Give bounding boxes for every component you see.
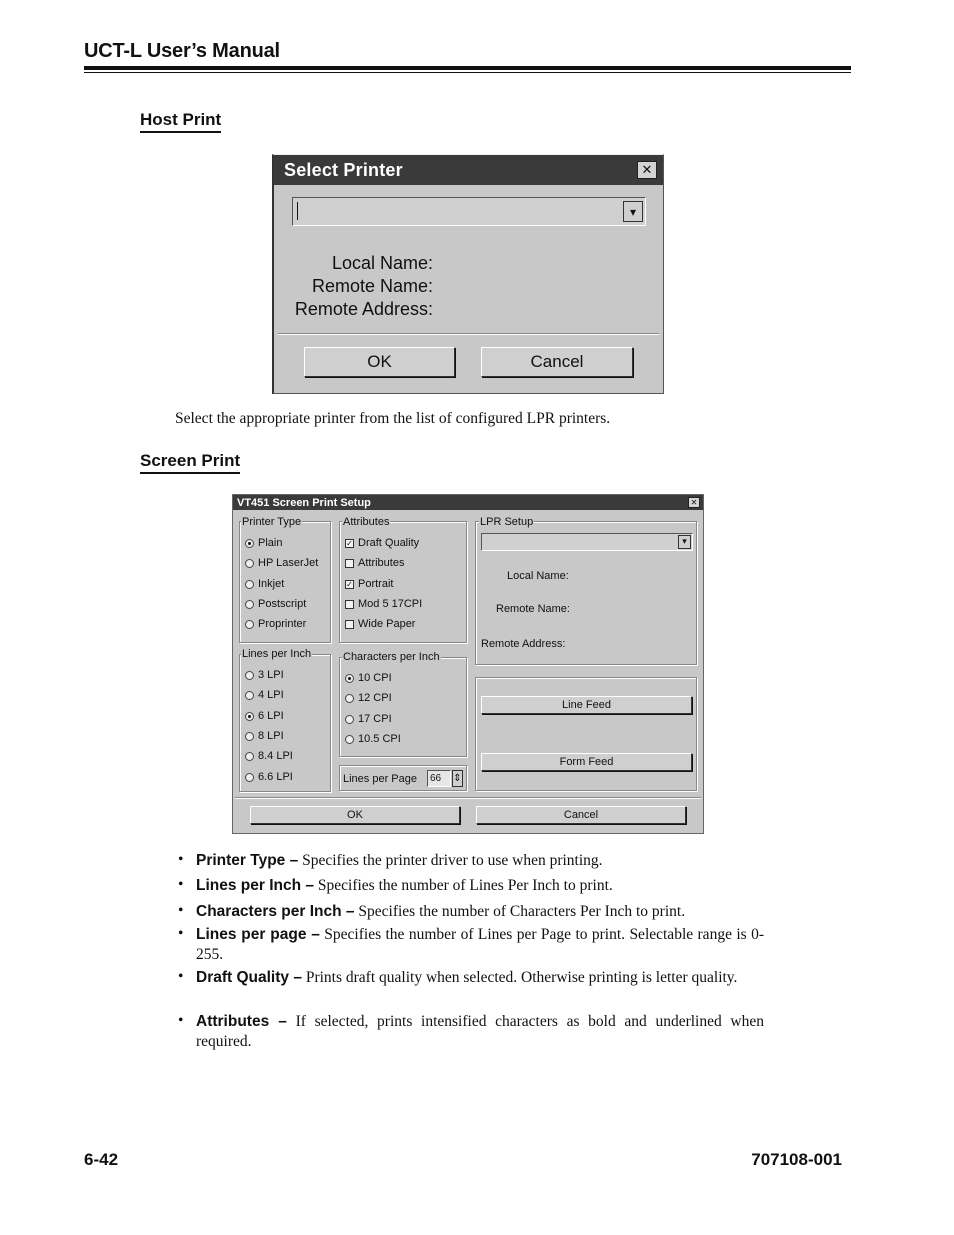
- list-item: Characters per Inch – Specifies the number of Characters Per Inch to print.: [196, 903, 686, 920]
- host-print-description: Select the appropriate printer from the list of configured LPR printers.: [175, 410, 611, 427]
- screen-print-title: VT451 Screen Print Setup: [237, 496, 371, 509]
- screen-print-heading: Screen Print: [140, 451, 240, 474]
- radio-8-4-lpi[interactable]: 8.4 LPI: [245, 750, 293, 762]
- checkbox-icon: [345, 559, 354, 568]
- bullet-icon: •: [178, 851, 184, 868]
- radio-icon: [245, 559, 254, 568]
- lines-per-inch-label: Lines per Inch: [242, 648, 312, 660]
- radio-icon: [245, 752, 254, 761]
- radio-10-5-cpi[interactable]: 10.5 CPI: [345, 733, 401, 745]
- radio-icon: [245, 580, 254, 589]
- lpr-setup-label: LPR Setup: [480, 516, 534, 528]
- ok-button[interactable]: OK: [304, 347, 455, 377]
- lines-per-page-input[interactable]: 66: [427, 770, 451, 787]
- bullet-icon: •: [178, 925, 184, 942]
- checkbox-portrait[interactable]: ✓ Portrait: [346, 578, 394, 590]
- close-icon[interactable]: ✕: [688, 497, 700, 508]
- checkbox-draft-quality[interactable]: ✓ Draft Quality: [346, 537, 420, 549]
- text-cursor: [297, 202, 298, 220]
- list-item: Lines per Inch – Specifies the number of Lines Per Inch to print.: [196, 877, 613, 894]
- local-name-label: Local Name:: [331, 253, 433, 273]
- radio-icon: [245, 773, 254, 782]
- lines-per-page-label: Lines per Page: [343, 773, 417, 785]
- dialog-divider: [278, 333, 659, 335]
- radio-icon: [245, 600, 254, 609]
- radio-icon: [345, 694, 354, 703]
- checkbox-attributes[interactable]: Attributes: [345, 557, 404, 569]
- select-printer-titlebar: [274, 155, 663, 185]
- radio-plain[interactable]: Plain: [245, 537, 282, 549]
- radio-17-cpi[interactable]: 17 CPI: [345, 713, 392, 725]
- radio-icon: [245, 620, 254, 629]
- radio-icon: [345, 715, 354, 724]
- host-print-heading: Host Print: [140, 110, 221, 133]
- checkbox-wide-paper[interactable]: Wide Paper: [345, 618, 415, 630]
- select-printer-dialog: [272, 154, 664, 394]
- bullet-icon: •: [178, 968, 184, 985]
- header-rule-thin: [84, 72, 851, 73]
- header-rule: [84, 66, 851, 70]
- radio-selected-icon: [345, 674, 354, 683]
- radio-icon: [245, 732, 254, 741]
- radio-selected-icon: [245, 712, 254, 721]
- screen-print-titlebar: [233, 495, 703, 510]
- manual-title: UCT-L User’s Manual: [84, 40, 280, 62]
- chevron-down-icon[interactable]: ▾: [678, 535, 691, 549]
- line-feed-button[interactable]: Line Feed: [481, 696, 692, 714]
- radio-hp-laserjet[interactable]: HP LaserJet: [245, 557, 318, 569]
- checkbox-icon: [345, 600, 354, 609]
- lpr-remote-address-label: Remote Address:: [481, 638, 566, 650]
- list-item: Printer Type – Specifies the printer driver to use when printing.: [196, 852, 603, 869]
- ok-button[interactable]: OK: [250, 806, 460, 824]
- radio-icon: [245, 671, 254, 680]
- form-feed-button[interactable]: Form Feed: [481, 753, 692, 771]
- remote-address-label: Remote Address:: [294, 299, 433, 319]
- radio-3-lpi[interactable]: 3 LPI: [245, 669, 284, 681]
- document-number: 707108-001: [751, 1150, 842, 1169]
- list-item: Draft Quality – Prints draft quality when selected. Otherwise printing is letter quality.: [196, 969, 738, 986]
- radio-8-lpi[interactable]: 8 LPI: [245, 730, 284, 742]
- radio-inkjet[interactable]: Inkjet: [245, 578, 284, 590]
- lpr-remote-name-label: Remote Name:: [496, 603, 570, 615]
- bullet-icon: •: [178, 876, 184, 893]
- cancel-button[interactable]: Cancel: [476, 806, 686, 824]
- radio-postscript[interactable]: Postscript: [245, 598, 306, 610]
- radio-icon: [245, 691, 254, 700]
- radio-proprinter[interactable]: Proprinter: [245, 618, 306, 630]
- radio-12-cpi[interactable]: 12 CPI: [345, 692, 392, 704]
- cancel-button[interactable]: Cancel: [481, 347, 633, 377]
- close-icon[interactable]: ✕: [637, 161, 657, 179]
- bullet-icon: •: [178, 1012, 184, 1029]
- list-item: Lines per page – Specifies the number of Lines per Page to print. Selectable range is 0-255.: [196, 926, 764, 963]
- feed-group: [475, 677, 697, 791]
- lpr-local-name-label: Local Name:: [507, 570, 569, 582]
- radio-selected-icon: [245, 539, 254, 548]
- screen-print-setup-dialog: [232, 494, 704, 834]
- list-item: Attributes – If selected, prints intensified characters as bold and underlined when required.: [196, 1013, 764, 1050]
- radio-10-cpi[interactable]: 10 CPI: [345, 672, 392, 684]
- chars-per-inch-label: Characters per Inch: [343, 651, 440, 663]
- checkbox-icon: [345, 620, 354, 629]
- chevron-down-icon[interactable]: ▾: [623, 201, 643, 222]
- checkbox-icon: ✓: [346, 538, 353, 548]
- printer-type-label: Printer Type: [242, 516, 302, 528]
- spin-arrows-icon[interactable]: ⇕: [452, 770, 463, 787]
- printer-select-combo[interactable]: [292, 197, 646, 226]
- radio-6-6-lpi[interactable]: 6.6 LPI: [245, 771, 293, 783]
- page-number: 6-42: [84, 1150, 119, 1169]
- checkbox-icon: ✓: [346, 579, 353, 589]
- radio-icon: [345, 735, 354, 744]
- select-printer-title: Select Printer: [284, 159, 403, 180]
- radio-4-lpi[interactable]: 4 LPI: [245, 689, 284, 701]
- bullet-icon: •: [178, 902, 184, 919]
- dialog-divider: [235, 797, 701, 799]
- checkbox-mod5-17cpi[interactable]: Mod 5 17CPI: [345, 598, 422, 610]
- attributes-label: Attributes: [343, 516, 390, 528]
- radio-6-lpi[interactable]: 6 LPI: [245, 710, 284, 722]
- lpr-printer-combo[interactable]: [481, 533, 693, 551]
- remote-name-label: Remote Name:: [311, 276, 433, 296]
